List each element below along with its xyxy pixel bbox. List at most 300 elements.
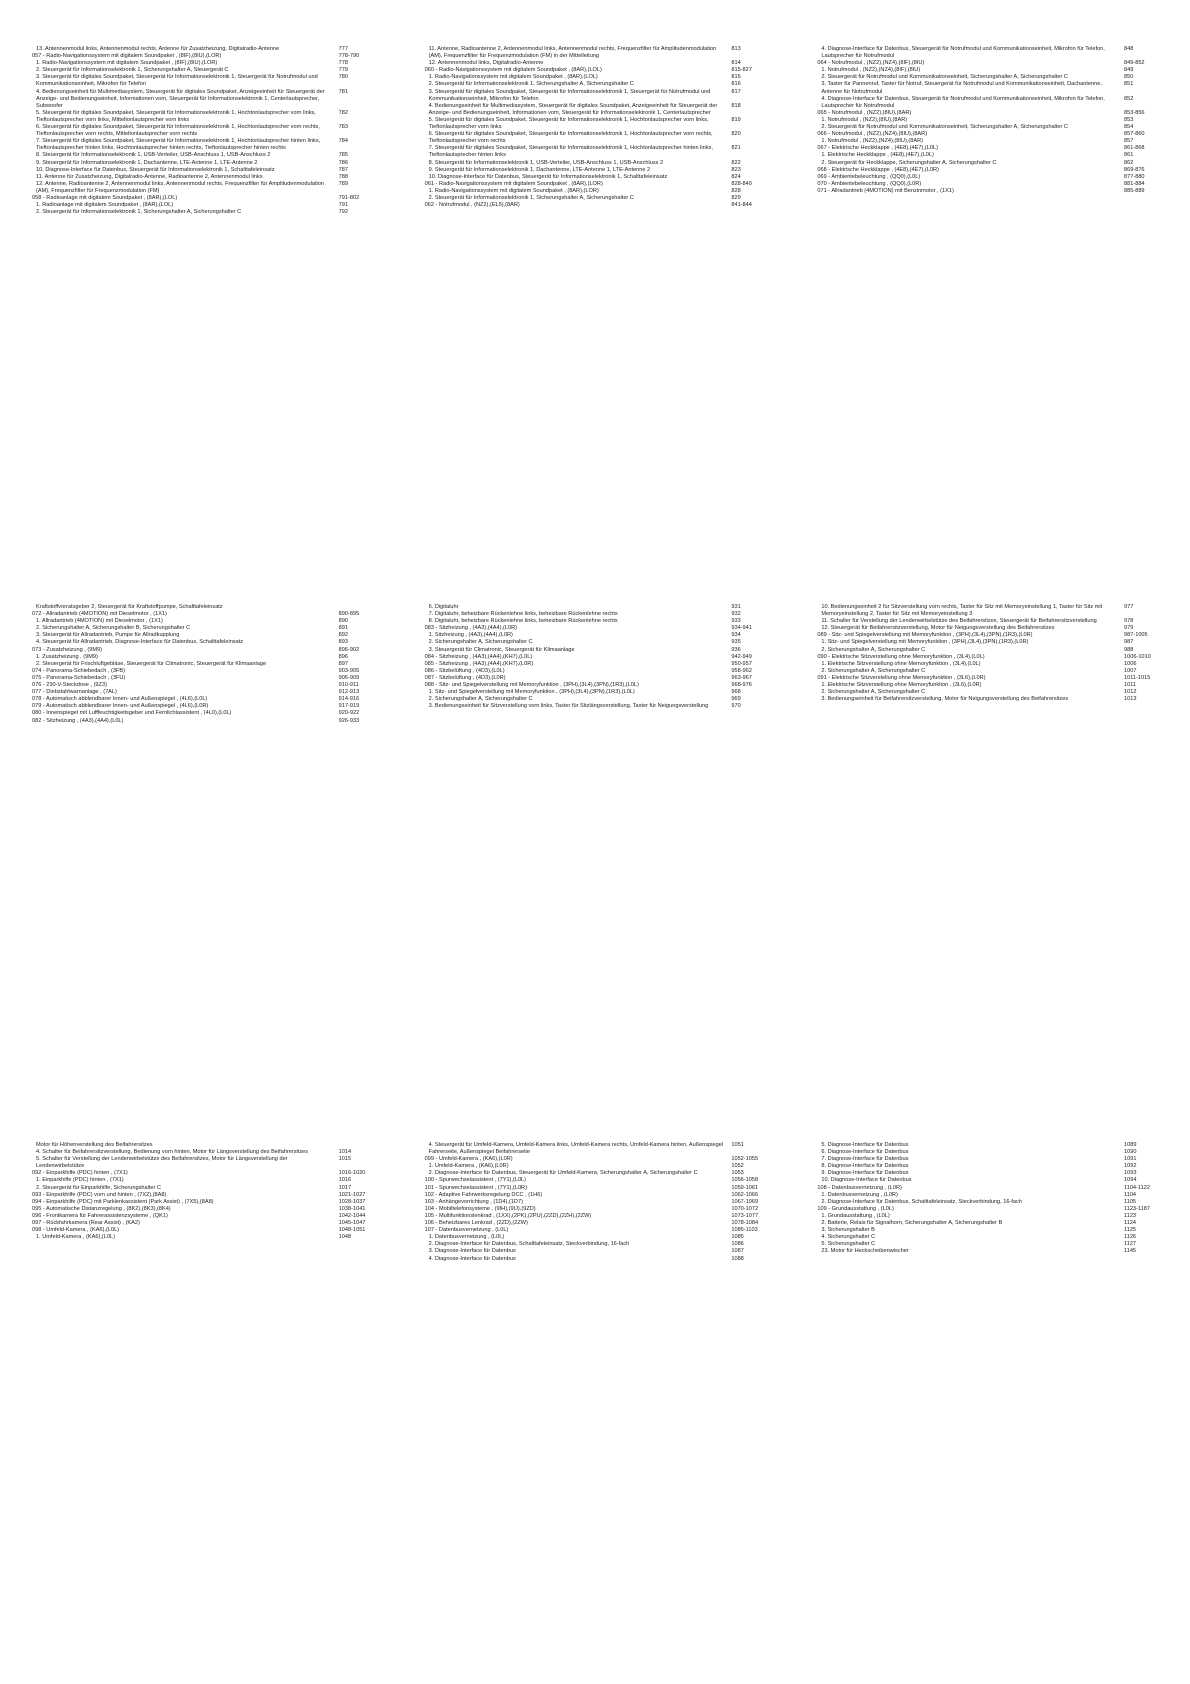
entry-title: 079 - Automatisch abblendbarer Innen- und Außenspiegel , (4L6),(L0R)	[32, 703, 209, 710]
entry-title: 4. Diagnose-Interface für Datenbus, Steuergerät für Notrufmodul und Kommunikationseinheit, Mikrofon für Telefon, Lautsprecher für Notrufmodul	[821, 95, 1105, 109]
entry-title: 068 - Elektrische Heckklappe , (4E8),(4E7),(L0R)	[817, 166, 939, 173]
entry-title: 073 - Zusatzheizung , (9M9)	[32, 646, 102, 653]
entry-title: 8. Diagnose-Interface für Datenbus	[821, 1163, 909, 1170]
entry-title: 084 - Sitzheizung , (4A3),(4A4),(KH7),(L0L)	[424, 653, 533, 660]
index-section-entry	[32, 611, 377, 618]
entry-title: 064 - Notrufmodul , (NZ2),(NZ4),(8IF),(8IU)	[817, 60, 925, 67]
entry-page-ref: 987-1005	[1124, 632, 1148, 639]
index-sub-entry	[32, 1149, 377, 1156]
entry-title: 3. Sicherungshalter B	[821, 1227, 875, 1234]
entry-title: 109 - Grundausstattung , (L0L)	[817, 1205, 894, 1212]
index-sub-entry	[32, 202, 377, 209]
entry-title: 3. Steuergerät für digitales Soundpaket, Steuergerät für Informationselektronik 1, Steuergerät für Notrufmodul und Kommunikationseinheit, Mikrofon für Telefon	[428, 88, 711, 102]
index-sub-entry	[425, 74, 770, 81]
entry-page-ref: 1006	[1124, 660, 1137, 667]
entry-page-ref: 1045-1047	[338, 1220, 366, 1227]
entry-title: 5. Schalter für Verstellung der Lendenwirbelstütze des Beifahrersitzes, Motor für Längsverstellung der Lendenwirbelstütze	[36, 1156, 288, 1170]
entry-page-ref: 979	[1124, 625, 1134, 632]
entry-title: 076 - 230-V-Steckdose , (9Z3)	[32, 682, 107, 689]
entry-title: 060 - Radio-Navigationssystem mit digitalem Soundpaket , (8AR),(LOL)	[424, 67, 602, 74]
index-sub-entry	[425, 188, 770, 195]
index-sub-entry	[32, 661, 377, 668]
index-sub-entry	[32, 60, 377, 67]
entry-title: 12. Steuergerät für Beifahrersitzverstellung, Motor für Neigungsverstellung des Beifahrersitzes	[821, 625, 1055, 632]
entry-page-ref: 780	[338, 74, 349, 81]
entry-page-ref: 1125	[1124, 1227, 1137, 1234]
entry-title: 6. Digitaluhr	[428, 604, 459, 610]
entry-title: 086 - Sitzbelüftung , (4D3),(L0L)	[424, 667, 505, 674]
index-sub-entry	[817, 668, 1162, 675]
entry-title: 074 - Panorama-Schiebedach , (3FB)	[32, 667, 125, 674]
index-sub-entry	[425, 117, 770, 131]
index-sub-entry	[32, 181, 377, 195]
entry-title: 087 - Sitzbelüftung , (4D3),(L0R)	[424, 674, 506, 681]
entry-page-ref: 936	[731, 646, 741, 653]
index-sub-entry	[425, 167, 770, 174]
entry-page-ref: 877-880	[1124, 173, 1145, 180]
entry-title: 7. Digitaluhr, beheizbare Rückenlehne links, beheizbare Rückenlehne rechts	[428, 611, 618, 618]
index-section-entry	[32, 668, 377, 675]
entry-page-ref: 933	[731, 618, 741, 625]
entry-title: 2. Steuergerät für Informationselektronik 1, Sicherungshalter A, Sicherungshalter C	[428, 194, 634, 201]
entry-title: 070 - Ambientebeleuchtung , (QQ0),(L0R)	[817, 180, 922, 187]
entry-title: 2. Steuergerät für Informationselektronik 1, Sicherungshalter A, Sicherungshalter C	[36, 209, 242, 216]
index-section-entry	[425, 668, 770, 675]
entry-page-ref: 1070-1072	[731, 1205, 759, 1212]
entry-page-ref: 821	[731, 145, 741, 152]
entry-page-ref: 787	[338, 166, 349, 173]
entry-title: 102 - Adaptive Fahrwerksregelung DCC , (1H6)	[424, 1191, 543, 1198]
entry-page-ref: 823	[731, 166, 741, 173]
entry-title: 1. Umfeld-Kamera , (KA6),(L0L)	[36, 1234, 115, 1241]
entry-title: 2. Steuergerät für Informationselektronik 1, Sicherungshalter A, Sicherungshalter C	[428, 81, 634, 88]
entry-title: 065 - Notrufmodul , (NZ2),(8IU),(8AR)	[817, 109, 912, 116]
entry-title: 097 - Rückfahrkamera (Rear Assist) , (KA2)	[32, 1220, 140, 1227]
entry-page-ref: 1062-1066	[731, 1191, 759, 1198]
index-section-entry	[32, 710, 377, 717]
entry-page-ref: 788	[338, 173, 349, 180]
entry-page-ref: 935	[731, 639, 741, 646]
index-sub-entry	[817, 81, 1162, 95]
entry-page-ref: 828	[731, 187, 741, 194]
entry-title: 1. Notrufmodul , (NZ2),(8IU),(8AR)	[821, 116, 908, 123]
index-band-middle	[32, 604, 1162, 725]
index-section-entry	[32, 718, 377, 725]
entry-page-ref: 814	[731, 60, 741, 67]
entry-page-ref: 1056-1058	[731, 1177, 759, 1184]
entry-page-ref: 1078-1084	[731, 1220, 759, 1227]
entry-title: 10. Diagnose-Interface für Datenbus, Steuergerät für Informationselektronik 1, Schalttafeleinsatz	[428, 173, 668, 180]
entry-page-ref: 784	[338, 138, 349, 145]
entry-title: 4. Sicherungshalter C	[821, 1234, 876, 1241]
entry-title: 100 - Spurwechselassistent , (7Y1),(L0L)	[424, 1177, 527, 1184]
entry-page-ref: 1093	[1124, 1170, 1137, 1177]
index-sub-entry	[817, 1227, 1162, 1234]
entry-page-ref: 782	[338, 109, 349, 116]
index-sub-entry	[32, 1156, 377, 1170]
entry-title: 072 - Allradantrieb (4MOTION) mit Dieselmotor , (1X1)	[32, 611, 167, 618]
entry-page-ref: 1006-1010	[1124, 653, 1151, 660]
index-sub-entry	[425, 632, 770, 639]
entry-title: Kraftstoffvorratsgeber 2, Steuergerät für Kraftstoffpumpe, Schalttafeleinsatz	[36, 604, 223, 610]
index-column	[32, 1142, 377, 1263]
entry-page-ref: 968	[731, 689, 741, 696]
index-sub-entry	[817, 1199, 1162, 1206]
entry-page-ref: 914-916	[338, 696, 360, 703]
index-sub-entry	[817, 1241, 1162, 1248]
entry-title: 091 - Elektrische Sitzverstellung ohne Memoryfunktion , (3L6),(L0R)	[817, 674, 986, 681]
index-section-entry	[32, 1220, 377, 1227]
index-sub-entry	[32, 174, 377, 181]
entry-title: 2. Diagnose-Interface für Datenbus, Schalttafeleinsatz, Steckverbindung, 16-fach	[428, 1241, 630, 1248]
index-section-entry	[817, 188, 1162, 195]
entry-page-ref: 903-905	[338, 667, 360, 674]
index-sub-entry	[817, 1163, 1162, 1170]
entry-title: 11. Schalter für Verstellung der Lendenwirbelstütze des Beifahrersitzes, Steuergerät für Beifahrersitzverstellung	[821, 618, 1097, 625]
index-section-entry	[817, 1185, 1162, 1192]
index-column	[425, 46, 770, 216]
entry-title: 099 - Umfeld-Kamera , (KA6),(L0R)	[424, 1156, 513, 1163]
entry-title: 5. Sicherungshalter C	[821, 1241, 876, 1248]
index-section-entry	[425, 1213, 770, 1220]
entry-page-ref: 1094	[1124, 1177, 1137, 1184]
entry-title: 075 - Panorama-Schiebedach , (3FU)	[32, 674, 126, 681]
index-section-entry	[32, 1199, 377, 1206]
index-sub-entry	[32, 160, 377, 167]
entry-title: 1. Datenbusvernetzung , (L0L)	[428, 1234, 505, 1241]
entry-page-ref: 1021-1027	[338, 1191, 366, 1198]
index-section-entry	[817, 110, 1162, 117]
entry-page-ref: 1028-1037	[338, 1198, 366, 1205]
entry-title: 3. Steuergerät für Climatronic, Steuergerät für Klimaanlage	[428, 646, 575, 653]
entry-title: 4. Diagnose-Interface für Datenbus	[428, 1255, 516, 1262]
entry-title: 062 - Notrufmodul , (NZ2),(EL5),(8AR)	[424, 202, 520, 209]
entry-page-ref: 815-827	[731, 67, 752, 74]
entry-page-ref: 934	[731, 632, 741, 639]
index-sub-entry	[817, 661, 1162, 668]
entry-page-ref: 942-949	[731, 653, 752, 660]
entry-page-ref: 1042-1044	[338, 1212, 366, 1219]
entry-title: 105 - Multifunktionslenkrad , (1XX),(2PK),(2PU),(2ZD),(2ZH),(2ZW)	[424, 1212, 592, 1219]
index-section-entry	[817, 60, 1162, 67]
entry-title: 101 - Spurwechselassistent , (7Y1),(L0R)	[424, 1184, 527, 1191]
entry-title: 106 - Beheizbares Lenkrad , (2ZD),(2ZW)	[424, 1220, 528, 1227]
entry-page-ref: 849	[1124, 67, 1134, 74]
index-sub-entry	[817, 604, 1162, 618]
index-sub-entry	[32, 1142, 377, 1149]
entry-page-ref: 849-852	[1124, 60, 1145, 67]
entry-page-ref: 931	[731, 604, 741, 610]
index-section-entry	[817, 1206, 1162, 1213]
index-column	[817, 604, 1162, 725]
entry-page-ref: 920-922	[338, 710, 360, 717]
entry-page-ref: 857-860	[1124, 131, 1145, 138]
entry-page-ref: 1086	[731, 1241, 744, 1248]
index-sub-entry	[425, 1256, 770, 1263]
index-column	[32, 604, 377, 725]
entry-page-ref: 1085-1103	[731, 1227, 758, 1234]
entry-title: 1. Allradantrieb (4MOTION) mit Dieselmotor , (1X1)	[36, 618, 163, 625]
entry-title: 3. Taster für Pannenruf, Taster für Notruf, Steuergerät für Notrufmodul und Kommunikationseinheit, Dachantenne, Antenne für Notrufmodul	[821, 81, 1102, 95]
index-sub-entry	[817, 696, 1162, 703]
entry-title: 2. Steuergerät für Frischluftgebläse, Steuergerät für Climatronic, Steuergerät für Klimaanlage	[36, 660, 267, 667]
index-section-entry	[32, 195, 377, 202]
index-sub-entry	[425, 689, 770, 696]
index-sub-entry	[32, 46, 377, 53]
index-sub-entry	[817, 1213, 1162, 1220]
entry-page-ref: 824	[731, 173, 741, 180]
entry-title: Motor für Höhenverstellung des Beifahrersitzes	[36, 1142, 153, 1148]
entry-title: 2. Steuergerät für Notrufmodul und Kommunikationseinheit, Sicherungshalter A, Sicherungshalter C	[821, 124, 1068, 131]
entry-page-ref: 1090	[1124, 1149, 1137, 1156]
entry-title: 1. Notrufmodul , (NZ2),(NZ4),(8IF),(8IU)	[821, 67, 921, 74]
entry-page-ref: 987	[1124, 639, 1134, 646]
entry-title: 12. Antennenmodul links, Digitalradio-Antenne	[428, 60, 544, 67]
entry-title: 1. Radio-Navigationssystem mit digitalem Soundpaket , (8AR),(LOL)	[428, 74, 598, 81]
entry-page-ref: 792	[338, 209, 349, 216]
entry-title: 066 - Notrufmodul , (NZ2),(NZ4),(8IU),(8AR)	[817, 131, 928, 138]
entry-page-ref: 1017	[338, 1184, 352, 1191]
entry-title: 1. Radio-Navigationssystem mit digitalem Soundpaket , (8AR),(LOR)	[428, 187, 599, 194]
entry-title: 095 - Automatische Distanzregelung , (8K2),(8K3),(8K4)	[32, 1205, 171, 1212]
index-section-entry	[32, 675, 377, 682]
index-sub-entry	[425, 1234, 770, 1241]
entry-page-ref: 851	[1124, 81, 1134, 88]
index-section-entry	[32, 1213, 377, 1220]
index-section-entry	[425, 675, 770, 682]
entry-page-ref: 1048	[338, 1234, 352, 1241]
entry-page-ref: 896-902	[338, 646, 360, 653]
entry-page-ref: 890	[338, 618, 349, 625]
entry-title: 080 - Innenspiegel mit Lufffeuchtigkeitsgeber und Fernlichtassistent , (4L0),(L0L)	[32, 710, 232, 717]
entry-title: 078 - Automatisch abblendbarer Innen- und Außenspiegel , (4L6),(L0L)	[32, 696, 208, 703]
entry-page-ref: 1104	[1124, 1191, 1137, 1198]
entry-page-ref: 885-889	[1124, 187, 1145, 194]
index-sub-entry	[425, 1170, 770, 1177]
entry-title: 085 - Sitzheizung , (4A3),(4A4),(KH7),(L0R)	[424, 660, 534, 667]
entry-page-ref: 1126	[1124, 1234, 1137, 1241]
entry-title: 4. Steuergerät für Allradantrieb, Diagnose-Interface für Datenbus, Schalttafeleinsatz	[36, 639, 244, 646]
index-section-entry	[425, 1185, 770, 1192]
entry-title: 1. Sitz- und Spiegelverstellung mit Memoryfunktion , (3PH),(3L4),(3PN),(1R3),(L0R)	[821, 639, 1029, 646]
entry-page-ref: 1051	[731, 1142, 744, 1148]
entry-title: 2. Sicherungshalter A, Sicherungshalter C	[428, 639, 533, 646]
entry-title: 8. Digitaluhr, beheizbare Rückenlehne links, beheizbare Rückenlehne rechts	[428, 618, 618, 625]
entry-title: 3. Steuergerät für Allradantrieb, Pumpe für Allradkupplung	[36, 632, 180, 639]
index-sub-entry	[32, 625, 377, 632]
entry-page-ref: 869-876	[1124, 166, 1145, 173]
entry-page-ref: 917-919	[338, 703, 360, 710]
entry-page-ref: 1014	[338, 1149, 352, 1156]
index-section-entry	[817, 167, 1162, 174]
entry-title: 2. Sicherungshalter A, Sicherungshalter C	[821, 667, 926, 674]
entry-title: 089 - Sitz- und Spiegelverstellung mit Memoryfunktion , (3PH),(3L4),(3PN),(1R3),(L0R)	[817, 632, 1033, 639]
entry-page-ref: 1073-1077	[731, 1212, 759, 1219]
index-sub-entry	[32, 167, 377, 174]
entry-page-ref: 893	[338, 639, 349, 646]
index-sub-entry	[32, 67, 377, 74]
entry-page-ref: 890-895	[338, 611, 360, 618]
entry-title: 2. Steuergerät für Heckklappe, Sicherungshalter A, Sicherungshalter C	[821, 159, 997, 166]
entry-title: 108 - Datenbusvernetzung , (L0R)	[817, 1184, 902, 1191]
entry-page-ref: 1105	[1124, 1198, 1137, 1205]
entry-page-ref: 910-911	[338, 682, 359, 689]
entry-title: 088 - Sitz- und Spiegelverstellung mit Memoryfunktion , (3PH),(3L4),(3PN),(1R3),(L0L)	[424, 682, 639, 689]
index-section-entry	[32, 53, 377, 60]
entry-page-ref: 1016	[338, 1177, 352, 1184]
index-sub-entry	[425, 611, 770, 618]
entry-page-ref: 912-913	[338, 689, 360, 696]
entry-page-ref: 841-844	[731, 202, 752, 209]
index-section-entry	[425, 1192, 770, 1199]
entry-page-ref: 970	[731, 703, 741, 710]
index-section-entry	[425, 625, 770, 632]
entry-title: 9. Diagnose-Interface für Datenbus	[821, 1170, 909, 1177]
entry-title: 090 - Elektrische Sitzverstellung ohne Memoryfunktion , (3L4),(L0L)	[817, 653, 985, 660]
entry-title: 4. Schalter für Beifahrersitzverstellung, Bedienung vorn hinten, Motor für Längsverstellung des Beifahrersitzes	[36, 1149, 309, 1156]
entry-title: 5. Steuergerät für digitales Soundpaket, Steuergerät für Informationselektronik 1, Hochtonlautsprecher vorn links, Tieftonlautsprecher vorn links, Mitteltonlautsprecher vorn links	[36, 109, 316, 123]
index-column	[425, 1142, 770, 1263]
entry-page-ref: 897	[338, 660, 349, 667]
entry-title: 067 - Elektrische Heckklappe , (4E8),(4E7),(L0L)	[817, 145, 938, 152]
index-sub-entry	[425, 703, 770, 710]
index-section-entry	[32, 1192, 377, 1199]
entry-page-ref: 978	[1124, 618, 1134, 625]
entry-page-ref: 853-856	[1124, 109, 1145, 116]
entry-title: 104 - Mobiltelefonsysteme , (9IH),(9IJ),(9ZD)	[424, 1205, 536, 1212]
index-section-entry	[425, 1227, 770, 1234]
entry-title: 6. Steuergerät für digitales Soundpaket, Steuergerät für Informationselektronik 1, Hochtonlautsprecher vorn rechts, Tieftonlautsprecher vorn rechts, Mitteltonlautsprecher vorn rechts	[36, 124, 320, 138]
entry-title: 2. Sicherungshalter A, Sicherungshalter C	[428, 696, 533, 703]
entry-page-ref: 817	[731, 88, 741, 95]
entry-title: 9. Steuergerät für Informationselektronik 1, Dachantenne, LTE-Antenne 1, LTE-Antenne 2	[36, 159, 258, 166]
index-section-entry	[425, 661, 770, 668]
index-section-entry	[425, 654, 770, 661]
index-sub-entry	[817, 1248, 1162, 1255]
entry-title: 6. Steuergerät für digitales Soundpaket, Steuergerät für Informationselektronik 1, Hochtonlautsprecher vorn rechts, Tieftonlautsprecher vorn rechts	[428, 131, 713, 145]
entry-title: 083 - Sitzheizung , (4A3),(4A4),(L0R)	[424, 625, 518, 632]
entry-page-ref: 958-962	[731, 667, 752, 674]
entry-title: 1. Datenbusvernetzung , (L0R)	[821, 1191, 898, 1198]
index-sub-entry	[817, 1220, 1162, 1227]
entry-page-ref: 1011-1015	[1124, 674, 1151, 681]
index-section-entry	[817, 145, 1162, 152]
entry-title: 12. Antenne, Radioantenne 2, Antennenmodul links, Antennenmodul rechts, Frequenzfilter für Amplitudenmodulation (AM), Frequenzfilter für Frequenzmodulation (FM)	[36, 180, 324, 194]
index-sub-entry	[32, 618, 377, 625]
entry-title: 11. Antenne für Zusatzheizung, Digitalradio-Antenne, Radioantenne 2, Antennenmodul links	[36, 173, 263, 180]
entry-page-ref: 852	[1124, 95, 1134, 102]
entry-title: 107 - Datenbusvernetzung , (L0L)	[424, 1227, 509, 1234]
index-sub-entry	[817, 160, 1162, 167]
entry-title: 7. Steuergerät für digitales Soundpaket, Steuergerät für Informationselektronik 1, Hochtonlautsprecher hinten links, Tieftonlautsprecher hinten links	[428, 145, 713, 159]
entry-page-ref: 818	[731, 102, 741, 109]
entry-page-ref: 1104-1122	[1124, 1184, 1150, 1191]
index-column	[817, 1142, 1162, 1263]
index-sub-entry	[425, 89, 770, 103]
index-section-entry	[32, 1170, 377, 1177]
entry-page-ref: 1067-1069	[731, 1198, 759, 1205]
index-section-entry	[425, 67, 770, 74]
entry-page-ref: 1052	[731, 1163, 744, 1170]
index-section-entry	[32, 682, 377, 689]
entry-page-ref: 1052-1055	[731, 1156, 759, 1163]
entry-title: 10. Bedienungseinheit 2 für Sitzverstellung vorn rechts, Taster für Sitz mit Memoryeinstellung 1, Taster für Sitz mit Memoryeinstellung 2, Taster für Sitz mit Memoryeinstellung 3	[821, 604, 1103, 618]
index-sub-entry	[32, 639, 377, 646]
entry-page-ref: 926-933	[338, 717, 360, 724]
entry-title: 2. Steuergerät für Notrufmodul und Kommunikationseinheit, Sicherungshalter A, Sicherungshalter C	[821, 74, 1068, 81]
entry-page-ref: 1087	[731, 1248, 744, 1255]
index-sub-entry	[817, 117, 1162, 124]
entry-page-ref: 1059-1061	[731, 1184, 759, 1191]
entry-title: 1. Zusatzheizung , (9M9)	[36, 653, 98, 660]
index-sub-entry	[425, 60, 770, 67]
entry-page-ref: 1038-1041	[338, 1205, 366, 1212]
index-section-entry	[817, 675, 1162, 682]
index-sub-entry	[425, 46, 770, 60]
index-section-entry	[32, 1227, 377, 1234]
entry-title: 071 - Allradantrieb (4MOTION) mit Benzinmotor , (1X1)	[817, 187, 954, 194]
entry-title: 093 - Einparkhilfe (PDC) vorn und hinten , (7X2),(8A8)	[32, 1191, 167, 1198]
entry-title: 096 - Frontkamera für Fahrerassistenzsysteme , (QK1)	[32, 1212, 168, 1219]
entry-page-ref: 850	[1124, 74, 1134, 81]
index-section-entry	[425, 202, 770, 209]
index-section-entry	[32, 696, 377, 703]
entry-page-ref: 1085	[731, 1234, 744, 1241]
index-sub-entry	[817, 1156, 1162, 1163]
index-sub-entry	[817, 625, 1162, 632]
entry-title: 9. Steuergerät für Informationselektronik 1, Dachantenne, LTE-Antenne 1, LTE-Antenne 2	[428, 166, 651, 173]
index-section-entry	[425, 1156, 770, 1163]
index-section-entry	[817, 131, 1162, 138]
entry-page-ref: 777	[338, 46, 349, 52]
index-sub-entry	[817, 1149, 1162, 1156]
entry-page-ref: 1007	[1124, 667, 1137, 674]
entry-title: 13. Antennenmodul links, Antennenmodul rechts, Antenne für Zusatzheizung, Digitalradio-Antenne	[36, 46, 280, 52]
entry-page-ref: 822	[731, 159, 741, 166]
entry-title: 2. Sicherungshalter A, Sicherungshalter C	[821, 646, 926, 653]
entry-title: 069 - Ambientebeleuchtung , (QQ0),(L0L)	[817, 173, 921, 180]
index-sub-entry	[817, 639, 1162, 646]
entry-page-ref: 1124	[1124, 1220, 1137, 1227]
entry-title: 103 - Anhängevorrichtung , (1D4),(1D7)	[424, 1198, 523, 1205]
entry-title: 5. Steuergerät für digitales Soundpaket, Steuergerät für Informationselektronik 1, Hochtonlautsprecher vorn links, Tieftonlautsprecher vorn links	[428, 116, 709, 131]
entry-page-ref: 778-790	[338, 53, 360, 60]
entry-title: 10. Diagnose-Interface für Datenbus, Steuergerät für Informationselektronik 1, Schalttafeleinsatz	[36, 166, 275, 173]
index-section-entry	[425, 1206, 770, 1213]
entry-title: 061 - Radio-Navigationssystem mit digitalem Soundpaket , (8AR),(LOR)	[424, 180, 603, 187]
index-sub-entry	[425, 618, 770, 625]
index-sub-entry	[32, 110, 377, 124]
entry-page-ref: 783	[338, 124, 349, 131]
entry-page-ref: 896	[338, 653, 349, 660]
index-sub-entry	[817, 618, 1162, 625]
index-sub-entry	[817, 689, 1162, 696]
index-sub-entry	[425, 696, 770, 703]
index-band-top	[32, 46, 1162, 216]
index-section-entry	[817, 654, 1162, 661]
index-sub-entry	[817, 1170, 1162, 1177]
entry-page-ref: 816	[731, 81, 741, 88]
entry-title: 058 - Radioanlage mit digitalem Soundpaket , (8AR),(LOL)	[32, 194, 178, 201]
entry-page-ref: 1123	[1124, 1212, 1137, 1219]
index-sub-entry	[817, 682, 1162, 689]
entry-page-ref: 1015	[338, 1156, 352, 1163]
entry-page-ref: 892	[338, 632, 349, 639]
index-sub-entry	[425, 1241, 770, 1248]
entry-page-ref: 813	[731, 46, 741, 52]
index-sub-entry	[32, 632, 377, 639]
entry-title: 4. Steuergerät für Umfeld-Kamera, Umfeld-Kamera links, Umfeld-Kamera rechts, Umfeld-Kamera hinten, Außenspiegel Fahrerseite, Außenspiegel Beifahrerseite	[428, 1142, 724, 1156]
